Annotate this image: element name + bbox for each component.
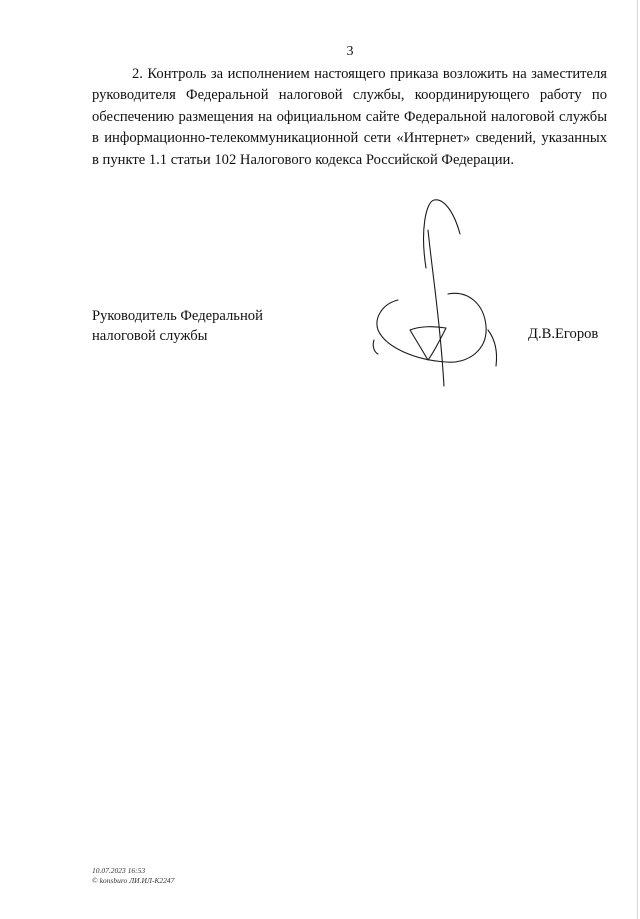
- scan-edge-line: [637, 0, 638, 919]
- footer-timestamp: 10.07.2023 16:53: [92, 866, 146, 875]
- signer-title-line-2: налоговой службы: [92, 328, 208, 344]
- footer-registration: © konsburo ЛИ.ИЛ-К2247: [92, 876, 175, 885]
- handwritten-signature-icon: [368, 190, 518, 390]
- signer-title-line-1: Руководитель Федеральной: [92, 308, 263, 324]
- page-number: 3: [346, 44, 354, 59]
- signer-name: Д.В.Егоров: [528, 326, 599, 342]
- order-paragraph: 2. Контроль за исполнением настоящего приказа возложить на заместителя руководителя Федеральной налоговой службы, координирующего работу по обеспечению размещения на официальном сайте Федеральной налоговой службы в информационно-телекоммуникационной сети «Интернет» сведений, указанных в пункте 1.1 статьи 102 Налогового кодекса Российской Федерации.: [92, 66, 607, 168]
- signer-title: [92, 306, 263, 346]
- footer-stamp: [92, 866, 174, 886]
